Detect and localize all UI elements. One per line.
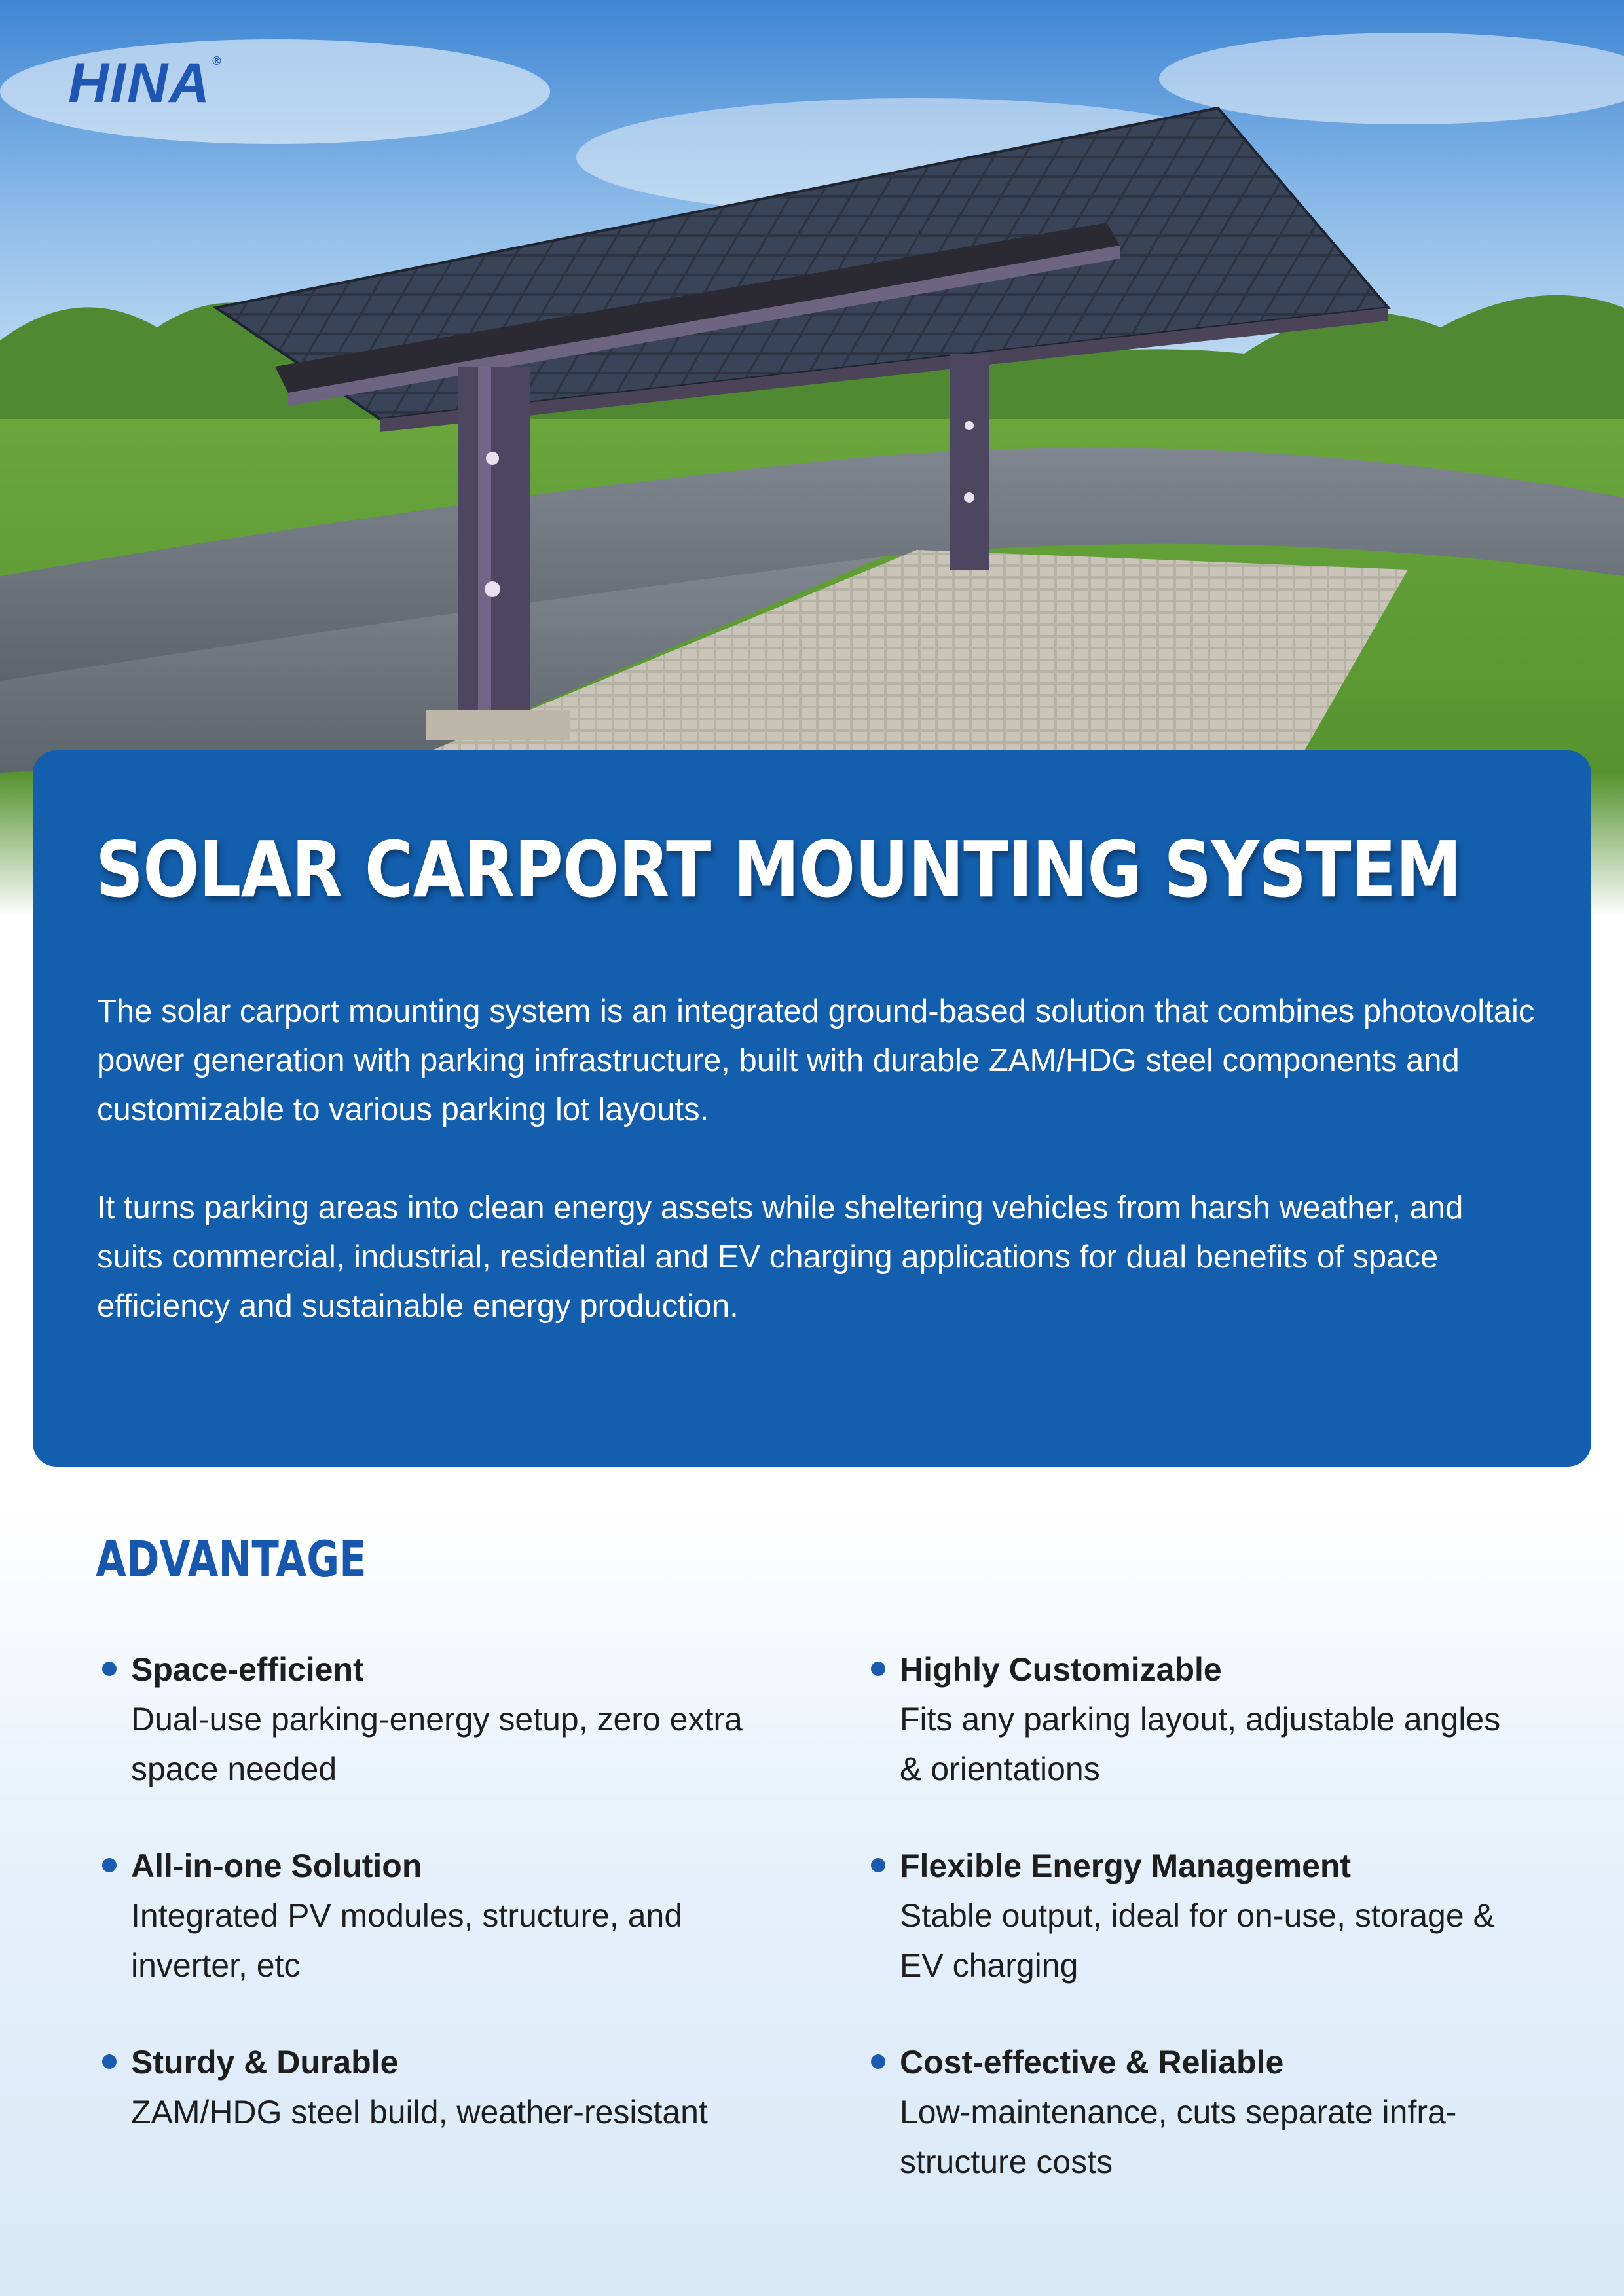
- logo-text: HINA: [68, 52, 212, 115]
- intro-paragraph-1: The solar carport mounting system is an integrated ground-based solution that combines photovoltaic power generation with parking infrastructure, built with durable ZAM/HDG steel components and customizable to various parking lot layouts.: [97, 994, 1535, 1127]
- advantage-item-title: Space-efficient: [131, 1651, 364, 1688]
- advantage-heading: ADVANTAGE: [96, 1530, 367, 1588]
- advantage-item-title: Sturdy & Durable: [131, 2044, 399, 2081]
- bullet-icon: [871, 1662, 885, 1676]
- advantage-item-desc: Integrated PV modules, structure, and inverter, etc: [131, 1897, 683, 1984]
- advantage-item-title: All-in-one Solution: [131, 1848, 422, 1884]
- advantage-item-desc: Low-maintenance, cuts separate infra-structure costs: [900, 2094, 1457, 2180]
- bullet-icon: [102, 1662, 117, 1676]
- advantage-item-desc: ZAM/HDG steel build, weather-resistant: [131, 2094, 708, 2130]
- bullet-icon: [102, 1858, 117, 1872]
- advantage-item-desc: Fits any parking layout, adjustable angles & orientations: [900, 1701, 1501, 1787]
- advantage-item-title: Flexible Energy Management: [900, 1848, 1352, 1884]
- registered-mark: ®: [212, 54, 223, 67]
- intro-paragraph-2: It turns parking areas into clean energy assets while sheltering vehicles from harsh weather, and suits commercial, industrial, residential and EV charging applications for dual benefits of space efficiency and sustainable energy production.: [97, 1190, 1464, 1324]
- advantage-item-title: Cost-effective & Reliable: [900, 2044, 1284, 2081]
- page-title: SOLAR CARPORT MOUNTING SYSTEM: [96, 824, 1462, 915]
- bullet-icon: [871, 2054, 885, 2069]
- advantage-item-desc: Stable output, ideal for on-use, storage & EV charging: [900, 1897, 1495, 1984]
- advantage-item-desc: Dual-use parking-energy setup, zero extra space needed: [131, 1701, 743, 1787]
- bullet-icon: [102, 2054, 117, 2069]
- brand-logo: [68, 52, 223, 115]
- bullet-icon: [871, 1858, 885, 1872]
- advantage-item-title: Highly Customizable: [900, 1651, 1222, 1688]
